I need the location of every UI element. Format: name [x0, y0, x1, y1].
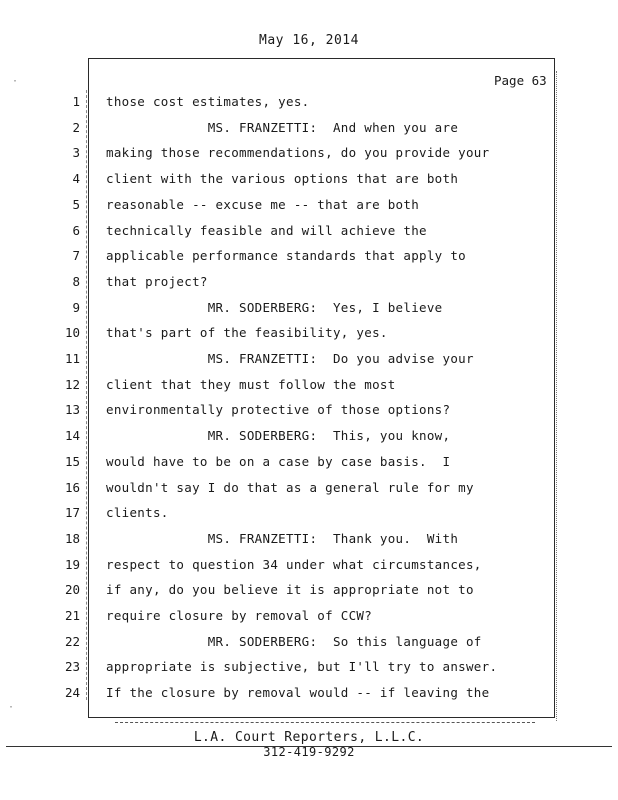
- line-number: 7: [72, 248, 80, 264]
- line-text: technically feasible and will achieve the: [106, 222, 427, 238]
- line-text: clients.: [106, 505, 169, 521]
- line-text: client that they must follow the most: [106, 376, 396, 392]
- scan-speck: ·: [8, 702, 15, 713]
- line-number: 15: [64, 453, 80, 469]
- line-number: 21: [64, 608, 80, 623]
- line-number: 19: [64, 556, 80, 572]
- line-text: applicable performance standards that apply to: [106, 248, 466, 264]
- line-text: MS. FRANZETTI: Thank you. With: [106, 530, 459, 546]
- footer-dashed-rule: [115, 722, 535, 723]
- line-number: 1: [72, 94, 80, 109]
- line-text: that's part of the feasibility, yes.: [106, 325, 388, 341]
- page-number: Page 63: [494, 73, 547, 88]
- line-text: MR. SODERBERG: So this language of: [106, 633, 482, 649]
- line-text: appropriate is subjective, but I'll try to answer.: [106, 659, 498, 675]
- line-text: respect to question 34 under what circumstances,: [106, 556, 482, 572]
- line-text: would have to be on a case by case basis. I: [106, 453, 451, 469]
- line-number: 10: [64, 325, 80, 341]
- line-text: wouldn't say I do that as a general rule for my: [106, 479, 474, 495]
- line-number: 6: [72, 222, 80, 238]
- line-number: 16: [64, 479, 80, 495]
- line-number: 18: [64, 530, 80, 546]
- line-text: MS. FRANZETTI: Do you advise your: [106, 351, 474, 366]
- page-date-header: May 16, 2014: [259, 33, 359, 48]
- line-number: 22: [64, 633, 80, 649]
- line-text: those cost estimates, yes.: [106, 94, 310, 109]
- line-text: MS. FRANZETTI: And when you are: [106, 119, 459, 135]
- margin-rule: [86, 90, 91, 700]
- line-number: 14: [64, 428, 80, 444]
- footer-phone: 312-419-9292: [263, 745, 355, 759]
- line-text: client with the various options that are both: [106, 171, 459, 187]
- footer-company: L.A. Court Reporters, L.L.C.: [193, 730, 425, 745]
- line-text: making those recommendations, do you provide your: [106, 145, 490, 161]
- line-number: 8: [72, 273, 80, 289]
- line-number: 17: [64, 505, 80, 521]
- line-number: 20: [64, 582, 80, 598]
- line-text: reasonable -- excuse me -- that are both: [106, 196, 420, 212]
- line-text: if any, do you believe it is appropriate not to: [106, 582, 474, 598]
- scan-speck: ·: [12, 76, 19, 87]
- line-text: environmentally protective of those options?: [106, 402, 451, 418]
- line-number: 11: [64, 351, 80, 366]
- frame-edge-mark: [556, 71, 560, 721]
- line-number: 5: [72, 196, 80, 212]
- line-number: 4: [72, 171, 80, 187]
- line-number: 3: [72, 145, 80, 161]
- line-text: MR. SODERBERG: Yes, I believe: [106, 299, 443, 315]
- line-text: that project?: [106, 273, 208, 289]
- line-number: 9: [72, 299, 80, 315]
- line-text: If the closure by removal would -- if leaving the: [106, 685, 490, 701]
- line-number: 2: [72, 119, 80, 135]
- line-number: 13: [64, 402, 80, 418]
- line-number: 24: [64, 685, 80, 701]
- line-number: 12: [64, 376, 80, 392]
- line-text: require closure by removal of CCW?: [106, 608, 373, 623]
- line-text: MR. SODERBERG: This, you know,: [106, 428, 451, 444]
- line-number: 23: [64, 659, 80, 675]
